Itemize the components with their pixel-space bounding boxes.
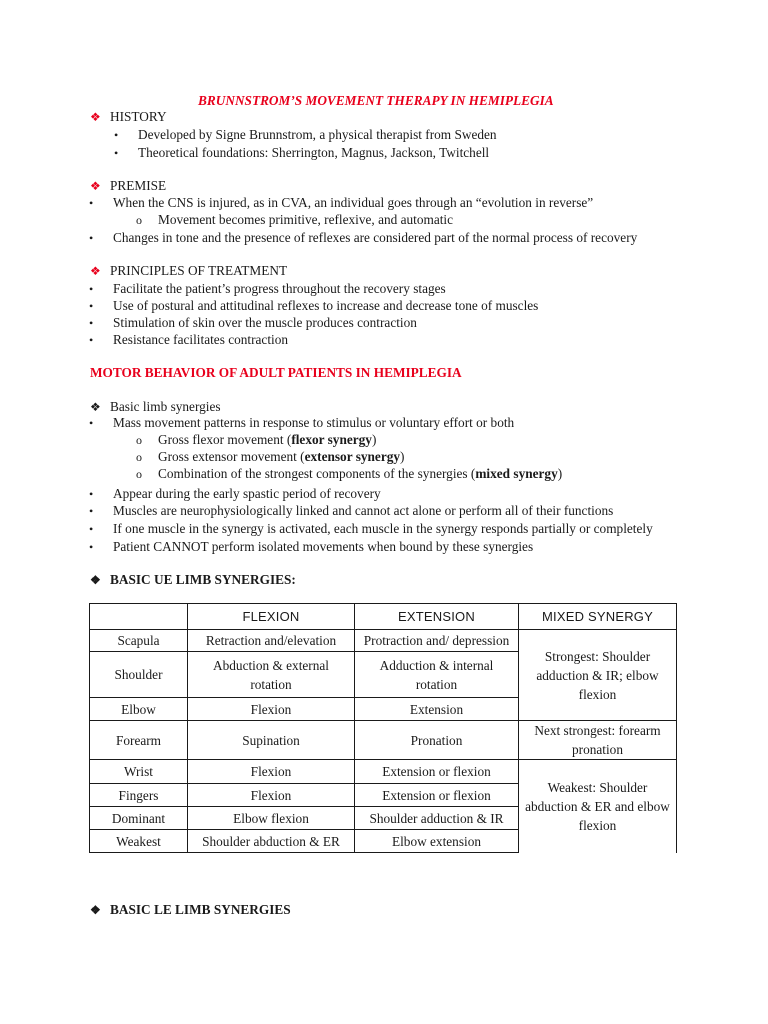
table-cell-mixed-weakest: Weakest: Shoulder abduction & ER and elbow flexion [519,760,677,853]
list-item: • Muscles are neurophysiologically linked and cannot act alone or perform all of their functions [89,503,614,518]
table-cell-flexion: Shoulder abduction & ER [188,830,355,853]
table-cell-flexion: Supination [188,721,355,760]
table-cell-mixed-next: Next strongest: forearm pronation [519,721,677,760]
sub-list-item: o Movement becomes primitive, reflexive, and automatic [136,212,454,227]
table-cell-extension: Elbow extension [355,830,519,853]
list-item: • If one muscle in the synergy is activated, each muscle in the synergy responds partially or completely [89,521,653,536]
basic-synergies-heading: ❖ Basic limb synergies [90,399,221,414]
table-cell-part: Weakest [90,830,188,853]
bullet-icon: • [89,416,94,430]
bullet-icon: • [89,316,94,330]
table-cell-extension: Extension or flexion [355,784,519,807]
diamond-bullet-icon: ❖ [90,903,101,917]
bullet-icon: • [89,504,94,518]
table-cell-flexion: Abduction & external rotation [188,652,355,698]
diamond-bullet-icon: ❖ [90,573,101,587]
table-header-mixed: MIXED SYNERGY [519,604,677,630]
ue-synergies-heading: ❖ BASIC UE LIMB SYNERGIES: [90,572,296,587]
list-item: • Use of postural and attitudinal reflexes to increase and decrease tone of muscles [89,298,539,313]
table-header-row [90,604,677,630]
table-row [90,630,677,652]
bullet-icon: • [89,522,94,536]
table-cell-part: Dominant [90,807,188,830]
list-item: • Facilitate the patient’s progress throughout the recovery stages [89,281,446,296]
circle-bullet-icon: o [136,213,142,227]
circle-bullet-icon: o [136,433,142,447]
principles-section-heading [90,263,287,279]
table-header-extension: EXTENSION [355,604,519,630]
list-item: • Appear during the early spastic period of recovery [89,486,381,501]
list-item: • Resistance facilitates contraction [89,332,289,347]
bullet-icon: • [114,128,119,142]
diamond-bullet-icon: ❖ [90,400,101,414]
list-item: • Changes in tone and the presence of reflexes are considered part of the normal process of recovery [89,230,638,245]
principles-heading: PRINCIPLES OF TREATMENT [110,263,288,278]
diamond-bullet-icon: ❖ [90,110,101,124]
list-item: • Mass movement patterns in response to stimulus or voluntary effort or both [89,415,515,430]
history-heading: HISTORY [110,109,167,124]
le-synergies-heading: ❖ BASIC LE LIMB SYNERGIES [90,902,291,917]
circle-bullet-icon: o [136,450,142,464]
premise-section-heading [90,178,166,194]
sub-list-item: o Gross flexor movement (flexor synergy) [136,432,377,447]
table-cell-part: Forearm [90,721,188,760]
table-cell-mixed-strongest: Strongest: Shoulder adduction & IR; elbow flexion [519,630,677,721]
table-cell-extension: Shoulder adduction & IR [355,807,519,830]
table-cell-extension: Protraction and/ depression [355,630,519,652]
table-cell-extension: Pronation [355,721,519,760]
list-item: • Patient CANNOT perform isolated movements when bound by these synergies [89,539,534,554]
table-cell-flexion: Flexion [188,784,355,807]
list-item: • Stimulation of skin over the muscle produces contraction [89,315,417,330]
document-title: BRUNNSTROM’S MOVEMENT THERAPY IN HEMIPLEGIA [198,93,554,108]
ue-synergies-table [89,603,677,853]
table-cell-part: Fingers [90,784,188,807]
table-row [90,721,677,760]
table-header-flexion: FLEXION [188,604,355,630]
bullet-icon: • [89,282,94,296]
table-cell-flexion: Retraction and/elevation [188,630,355,652]
table-cell-part: Shoulder [90,652,188,698]
bullet-icon: • [114,146,119,160]
bullet-icon: • [89,487,94,501]
sub-list-item: o Combination of the strongest components of the synergies (mixed synergy) [136,466,563,481]
history-section-heading [90,109,167,125]
bullet-icon: • [89,299,94,313]
table-cell-part: Wrist [90,760,188,784]
premise-heading: PREMISE [110,178,167,193]
bullet-icon: • [89,540,94,554]
circle-bullet-icon: o [136,467,142,481]
table-cell-extension: Adduction & internal rotation [355,652,519,698]
diamond-bullet-icon: ❖ [90,179,101,193]
table-cell-flexion: Flexion [188,760,355,784]
table-cell-part: Elbow [90,698,188,721]
table-row [90,760,677,784]
table-cell-flexion: Elbow flexion [188,807,355,830]
list-item: • Developed by Signe Brunnstrom, a physical therapist from Sweden [114,127,497,142]
table-cell-extension: Extension or flexion [355,760,519,784]
motor-behavior-heading: MOTOR BEHAVIOR OF ADULT PATIENTS IN HEMIPLEGIA [90,365,462,380]
table-cell-part: Scapula [90,630,188,652]
sub-list-item: o Gross extensor movement (extensor synergy) [136,449,405,464]
table-cell-extension: Extension [355,698,519,721]
bullet-icon: • [89,231,94,245]
bullet-icon: • [89,333,94,347]
bullet-icon: • [89,196,94,210]
table-header-empty [90,604,188,630]
diamond-bullet-icon: ❖ [90,264,101,278]
table-cell-flexion: Flexion [188,698,355,721]
list-item: • Theoretical foundations: Sherrington, Magnus, Jackson, Twitchell [114,145,490,160]
list-item: • When the CNS is injured, as in CVA, an individual goes through an “evolution in reverse” [89,195,594,210]
